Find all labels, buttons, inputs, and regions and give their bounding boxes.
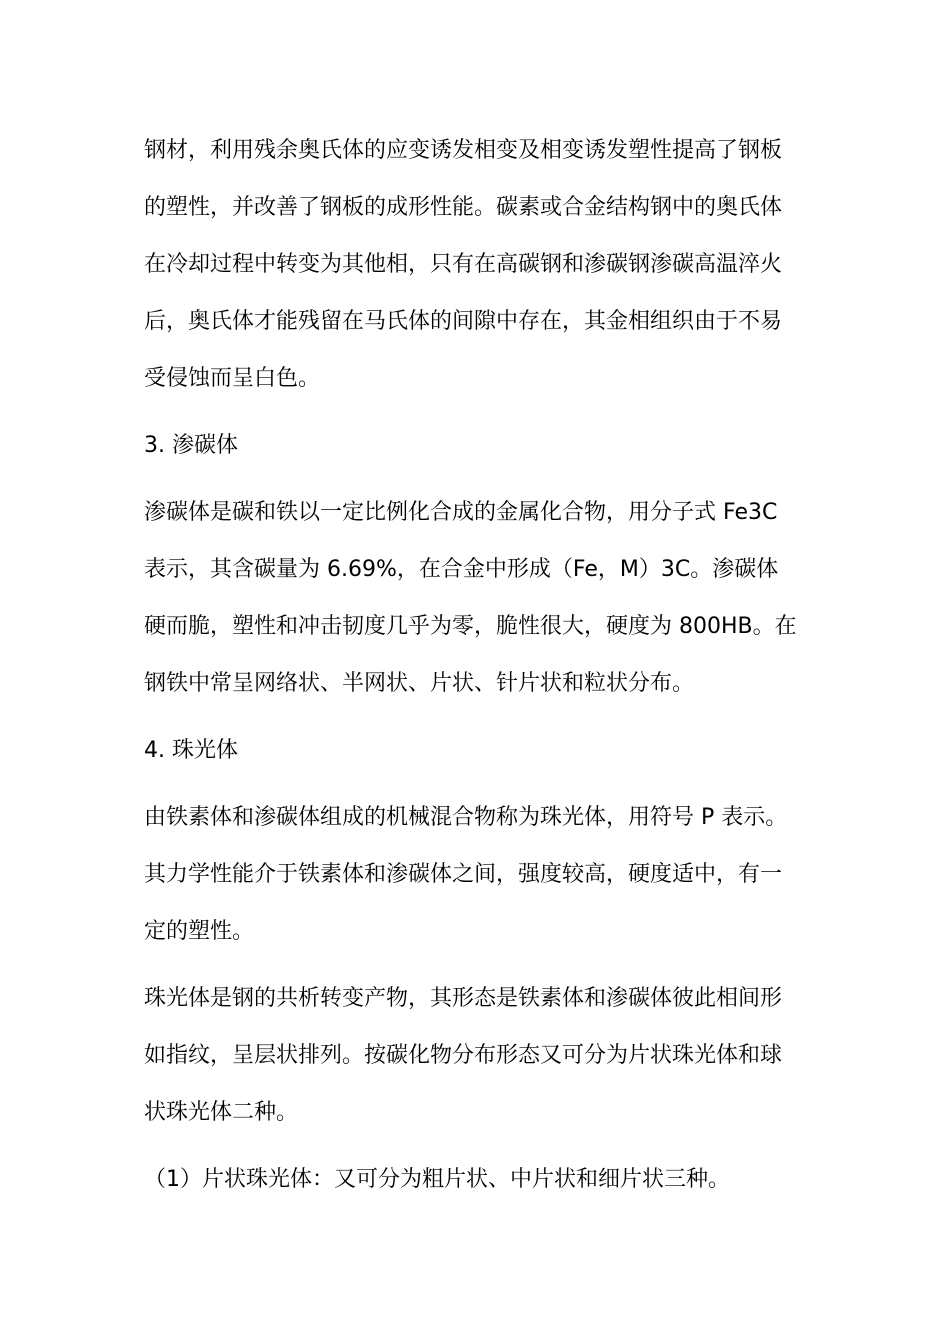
paragraph-line: 由铁素体和渗碳体组成的机械混合物称为珠光体，用符号 P 表示。 [144,805,788,830]
paragraph-line: 钢铁中常呈网络状、半网状、片状、针片状和粒状分布。 [144,671,695,696]
paragraph-line: 在冷却过程中转变为其他相，只有在高碳钢和渗碳钢渗碳高温淬火 [144,252,783,277]
paragraph-line: 受侵蚀而呈白色。 [144,366,321,391]
paragraph-line: 状珠光体二种。 [144,1100,299,1125]
paragraph-line: 其力学性能介于铁素体和渗碳体之间，强度较高，硬度适中，有一 [144,862,783,887]
list-item: （1）片状珠光体：又可分为粗片状、中片状和细片状三种。 [144,1167,730,1192]
paragraph-line: 硬而脆，塑性和冲击韧度几乎为零，脆性很大，硬度为 800HB。在 [144,614,797,639]
section-heading: 4. 珠光体 [144,738,238,763]
paragraph-line: 表示，其含碳量为 6.69%，在合金中形成（Fe，M）3C。渗碳体 [144,557,779,582]
section-heading: 3. 渗碳体 [144,433,238,458]
paragraph-line: 定的塑性。 [144,919,255,944]
paragraph-line: 钢材，利用残余奥氏体的应变诱发相变及相变诱发塑性提高了钢板 [144,138,783,163]
paragraph-line: 珠光体是钢的共析转变产物，其形态是铁素体和渗碳体彼此相间形 [144,986,783,1011]
paragraph-line: 如指纹，呈层状排列。按碳化物分布形态又可分为片状珠光体和球 [144,1043,783,1068]
paragraph-line: 渗碳体是碳和铁以一定比例化合成的金属化合物，用分子式 Fe3C [144,500,778,525]
paragraph-line: 的塑性，并改善了钢板的成形性能。碳素或合金结构钢中的奥氏体 [144,195,783,220]
paragraph-line: 后，奥氏体才能残留在马氏体的间隙中存在，其金相组织由于不易 [144,309,783,334]
